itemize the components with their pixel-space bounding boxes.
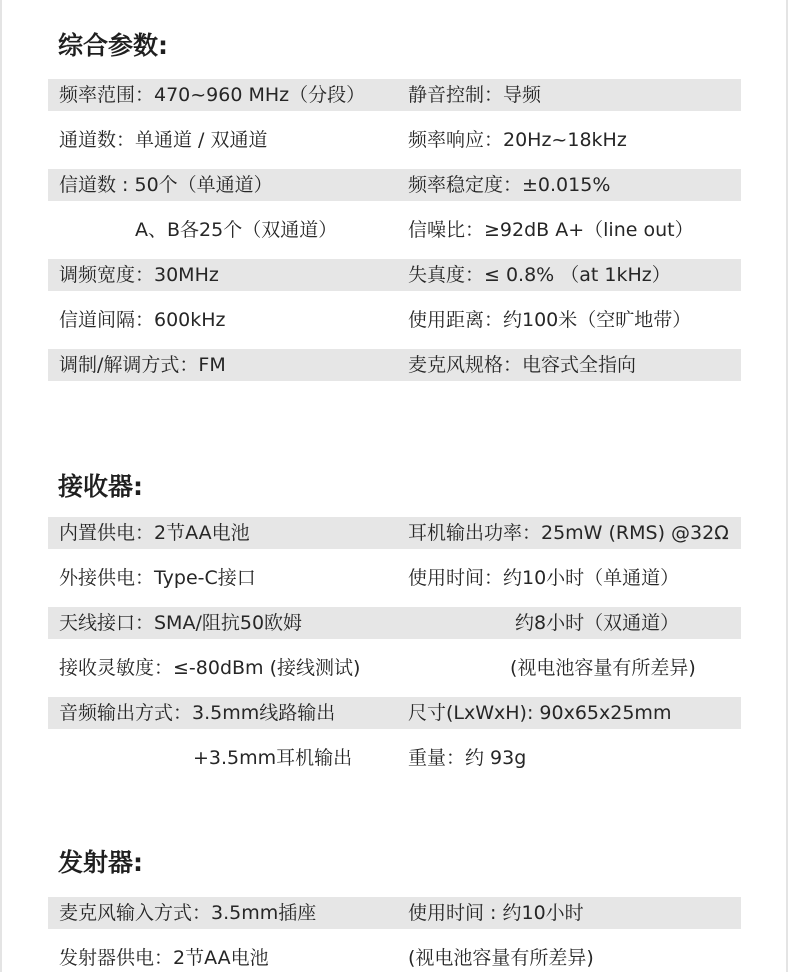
- spec-right: 约8小时（双通道）: [515, 612, 680, 634]
- spec-left: 天线接口：SMA/阻抗50欧姆: [59, 612, 303, 634]
- spec-row: [48, 304, 741, 336]
- page-left-border: [0, 0, 2, 972]
- spec-row: [48, 124, 741, 156]
- spec-row: [48, 652, 741, 684]
- spec-left: 信道数 : 50个（单通道）: [59, 174, 273, 196]
- spec-row: [48, 562, 741, 594]
- page-right-border: [786, 0, 788, 972]
- spec-row: [48, 517, 741, 549]
- spec-right: 频率稳定度：±0.015%: [408, 174, 611, 196]
- spec-row: [48, 942, 741, 974]
- spec-right: 信噪比：≥92dB A+（line out）: [408, 219, 694, 241]
- spec-right: 麦克风规格：电容式全指向: [408, 354, 637, 376]
- spec-left: 接收灵敏度：≤-80dBm (接线测试): [59, 657, 361, 679]
- spec-row: [48, 697, 741, 729]
- spec-left: 调频宽度：30MHz: [59, 264, 219, 286]
- section-title-receiver: 接收器:: [58, 472, 143, 501]
- spec-left: 调制/解调方式：FM: [59, 354, 226, 376]
- spec-left: 信道间隔：600kHz: [59, 309, 226, 331]
- spec-right: (视电池容量有所差异): [510, 657, 696, 679]
- spec-row: [48, 607, 741, 639]
- spec-right: 使用距离：约100米（空旷地带）: [408, 309, 692, 331]
- spec-right: 静音控制：导频: [408, 84, 542, 106]
- spec-left: 通道数：单通道 / 双通道: [59, 129, 268, 151]
- spec-left: 麦克风输入方式：3.5mm插座: [59, 902, 317, 924]
- spec-left: 内置供电：2节AA电池: [59, 522, 250, 544]
- spec-left: 频率范围：470~960 MHz（分段）: [59, 84, 366, 106]
- spec-row: [48, 79, 741, 111]
- spec-right: 频率响应：20Hz~18kHz: [408, 129, 627, 151]
- spec-row: [48, 349, 741, 381]
- spec-right: 使用时间 : 约10小时: [408, 902, 584, 924]
- spec-left: 发射器供电：2节AA电池: [59, 947, 269, 969]
- spec-row: [48, 259, 741, 291]
- section-title-general: 综合参数:: [58, 31, 168, 60]
- spec-right: 重量：约 93g: [408, 747, 527, 769]
- spec-right: 尺寸(LxWxH): 90x65x25mm: [408, 702, 672, 724]
- spec-right: (视电池容量有所差异): [408, 947, 594, 969]
- spec-right: 失真度：≤ 0.8% （at 1kHz）: [408, 264, 671, 286]
- spec-right: 使用时间：约10小时（单通道）: [408, 567, 680, 589]
- spec-right: 耳机输出功率：25mW (RMS) @32Ω: [408, 522, 729, 544]
- spec-row: [48, 214, 741, 246]
- spec-left: A、B各25个（双通道）: [135, 219, 338, 241]
- spec-left: 音频输出方式：3.5mm线路输出: [59, 702, 336, 724]
- spec-row: [48, 169, 741, 201]
- spec-row: [48, 742, 741, 774]
- spec-left: +3.5mm耳机输出: [193, 747, 353, 769]
- spec-left: 外接供电：Type-C接口: [59, 567, 256, 589]
- section-title-transmitter: 发射器:: [58, 848, 143, 877]
- spec-row: [48, 897, 741, 929]
